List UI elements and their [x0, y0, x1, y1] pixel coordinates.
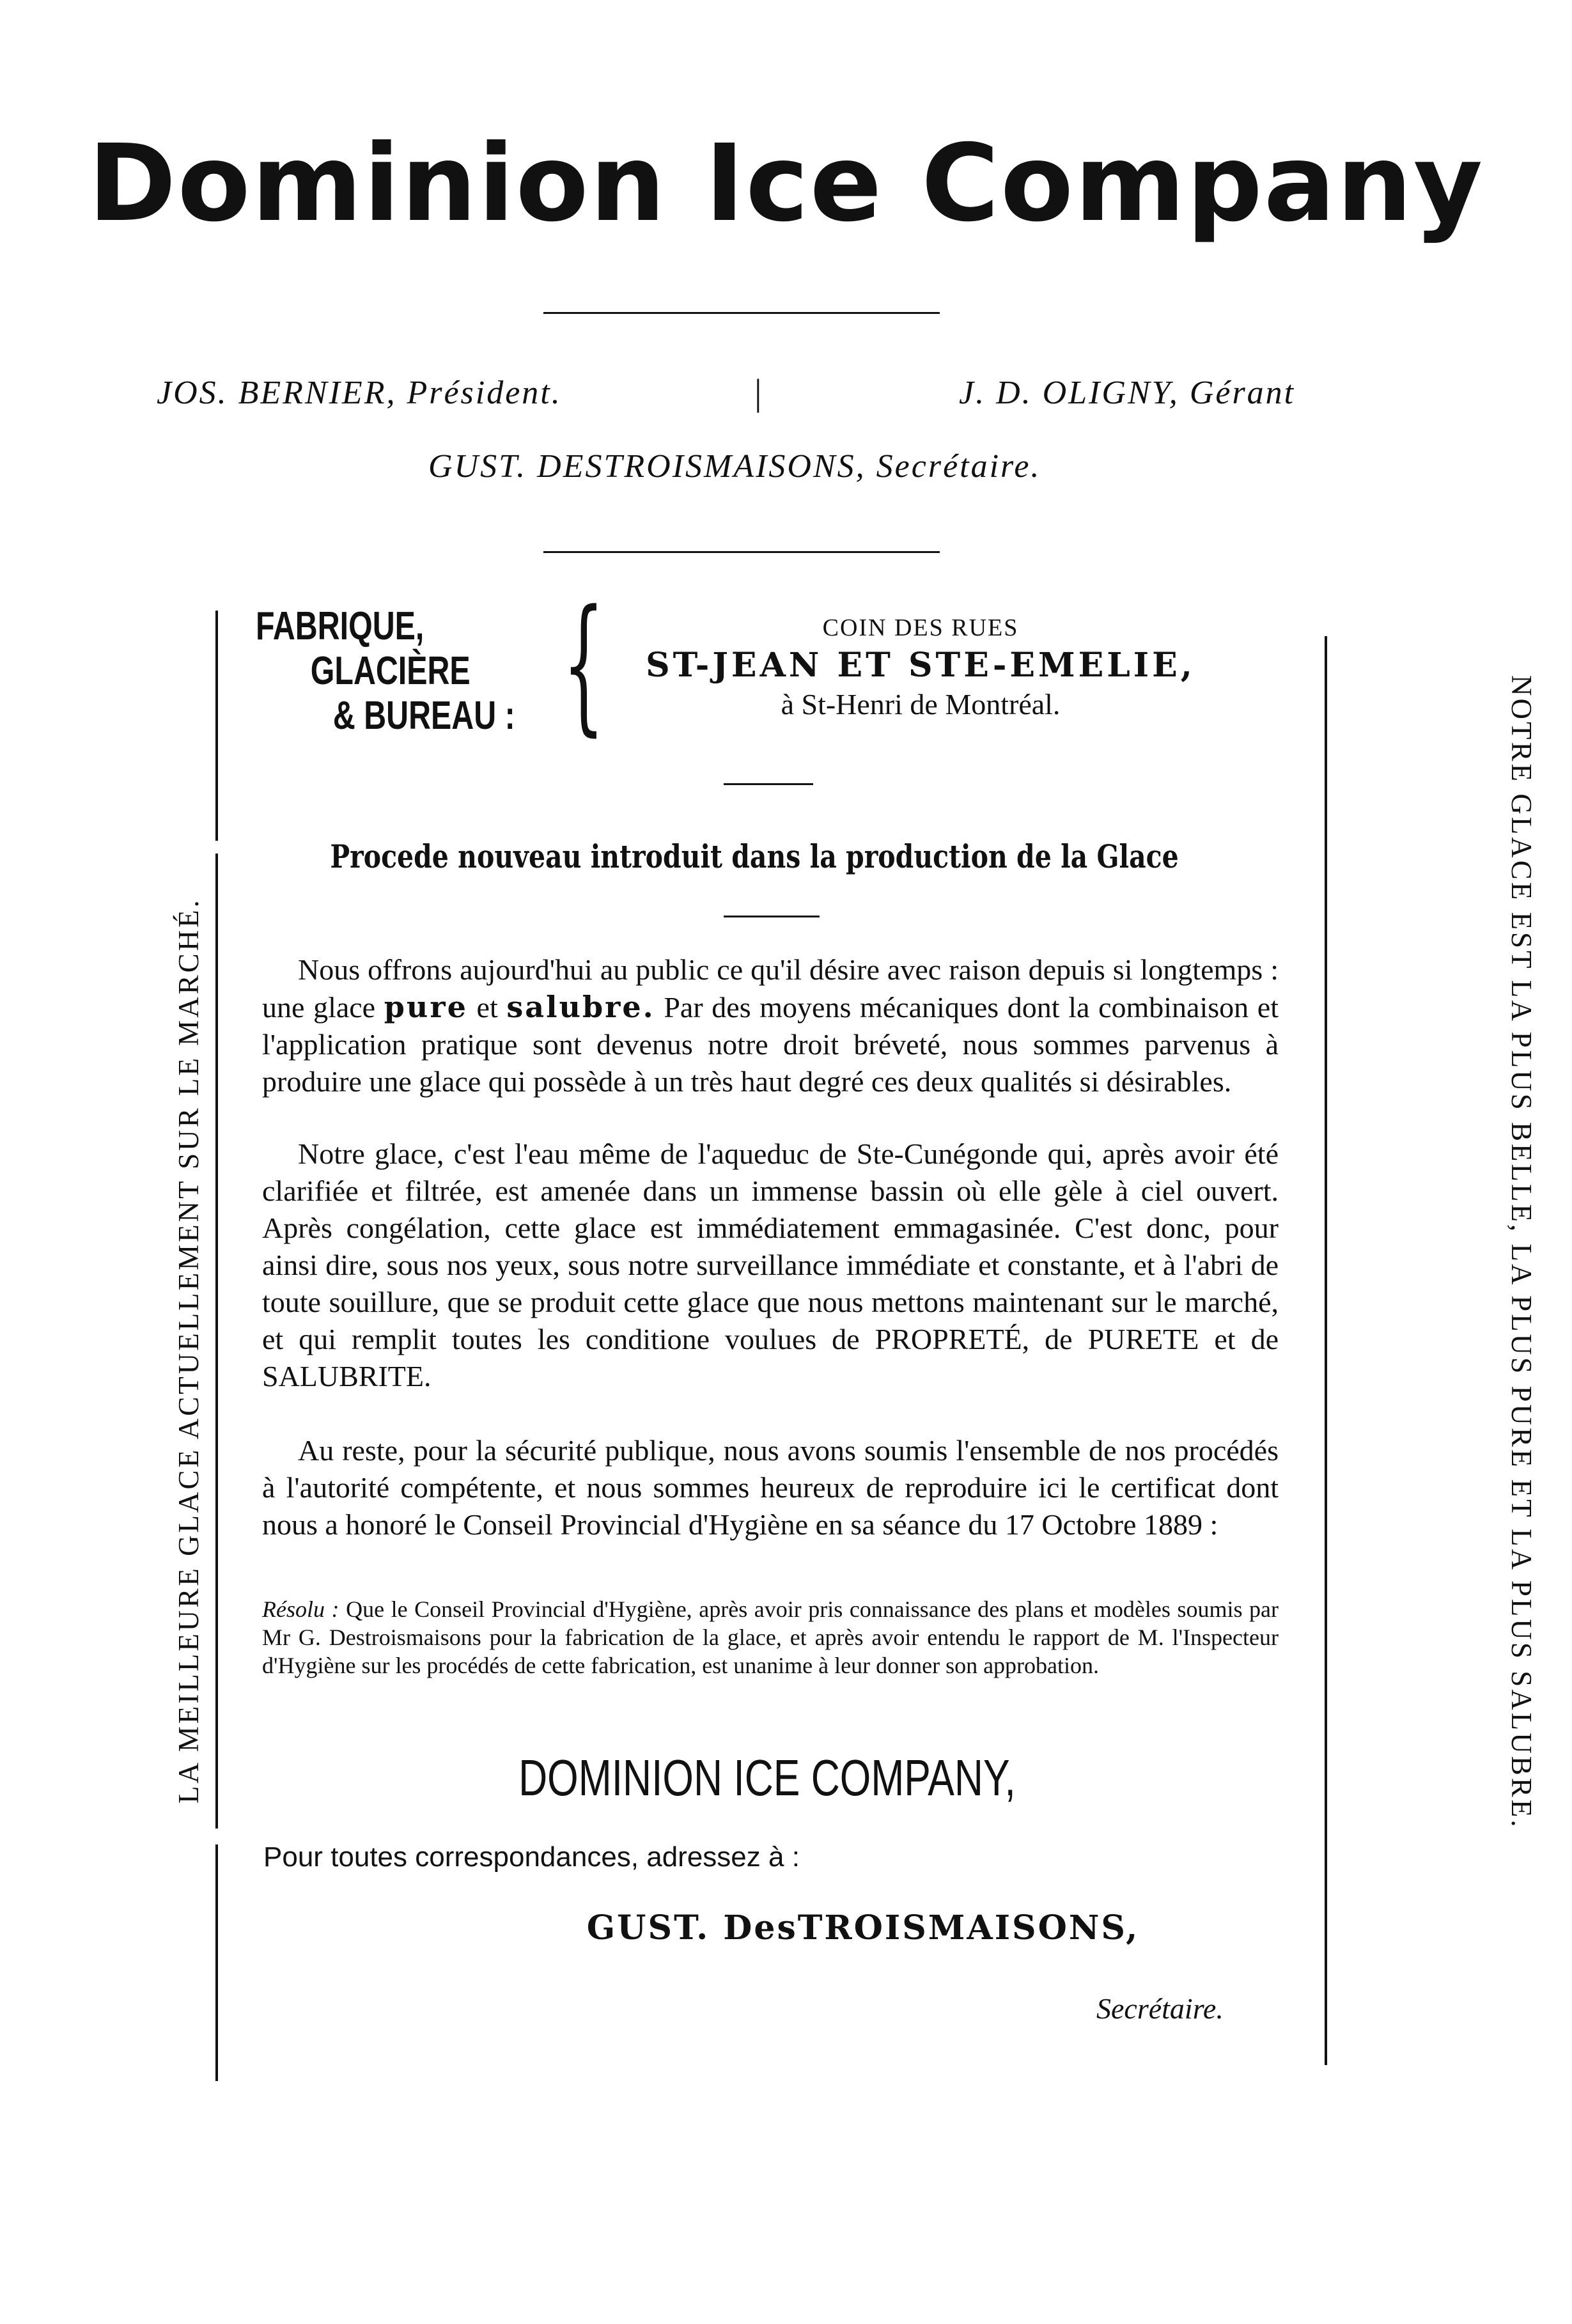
pure-emphasis: pure [384, 990, 468, 1024]
right-side-slogan: NOTRE GLACE EST LA PLUS BELLE, LA PLUS PURE ET LA PLUS SALUBRE. [1506, 675, 1537, 1830]
president-line [157, 374, 562, 412]
signature-name: GUST. DesTROISMAISONS, [586, 1908, 1140, 1947]
officers-divider [543, 551, 940, 553]
short-divider-2 [724, 916, 820, 917]
manager-name: J. D. OLIGNY, [959, 375, 1179, 411]
factory-line-3: & BUREAU : [332, 694, 515, 738]
secretary-name: GUST. DESTROISMAISONS, [428, 448, 866, 485]
president-name: JOS. BERNIER, [157, 375, 397, 411]
manager-line [959, 374, 1295, 412]
left-side-slogan: LA MEILLEURE GLACE ACTUELLEMENT SUR LE MARCHÉ. [173, 898, 205, 1804]
street-names: ST-JEAN ET STE-EMELIE, [646, 646, 1195, 685]
title-divider [543, 312, 940, 314]
factory-line-2: GLACIÈRE [310, 649, 471, 693]
factory-label [256, 604, 515, 738]
short-divider-1 [724, 783, 813, 785]
correspondence-line: Pour toutes correspondances, adressez à : [263, 1841, 800, 1873]
address-brace: { [563, 579, 605, 750]
right-rule [1325, 636, 1327, 2065]
paragraph-1-text-b: Par des moyens mécaniques dont la combinaison et l'application pratique sont devenus notre droit bréveté, nous sommes parvenus à produire une glace qui possède à un très haut degré ces deux qualités si désirables. [262, 991, 1279, 1098]
address-place: à St-Henri de Montréal. [781, 688, 1061, 721]
salubre-emphasis: salubre. [506, 990, 655, 1024]
paragraph-3-text: Au reste, pour la sécurité publique, nous avons soumis l'ensemble de nos procédés à l'autorité compétente, et nous sommes heureux de reproduire ici le certificat dont nous a honoré le Conseil Provincial d'Hygiène en sa séance du 17 Octobre 1889 : [262, 1434, 1279, 1541]
left-rule-mid [215, 854, 218, 1829]
president-title: Président. [407, 375, 562, 411]
paragraph-1-text-a: Nous offrons aujourd'hui au public ce qu'il désire avec raison depuis si longtemps : une glace [262, 953, 1279, 1024]
paragraph-1-et: et [467, 991, 507, 1024]
resolution-text: Que le Conseil Provincial d'Hygiène, après avoir pris connaissance des plans et modèles soumis par Mr G. Destroismaisons pour la fabrication de la glace, et après avoir entendu le rapport de M. l'Inspecteur d'Hygiène sur les procédés de cette fabrication, est unanime à leur donner son approbation. [262, 1596, 1279, 1678]
section-heading: Procede nouveau introduit dans la production de la Glace [330, 838, 1179, 875]
resolution-block [262, 1595, 1279, 1680]
paragraph-2 [262, 1135, 1279, 1395]
left-rule-top [215, 611, 218, 841]
signature-title: Secrétaire. [1096, 1992, 1224, 2025]
factory-line-1: FABRIQUE, [256, 604, 424, 648]
secretary-line [428, 448, 1041, 485]
manager-title: Gérant [1189, 375, 1296, 411]
paragraph-2-text: Notre glace, c'est l'eau même de l'aqueduc de Ste-Cunégonde qui, après avoir été clarifiée et filtrée, est amenée dans un immense bassin où elle gèle à ciel ouvert. Après congélation, cette glace est immédiatement emmagasinée. C'est donc, pour ainsi dire, sous nos yeux, sous notre surveillance immédiate et constante, et à l'abri de toute souillure, que se produit cette glace que nous mettons maintenant sur le marché, et qui remplit toutes les conditione voulues de PROPRETÉ, de PURETE et de SALUBRITE. [262, 1137, 1279, 1392]
company-title: Dominion Ice Company [88, 122, 1484, 246]
officer-separator: | [754, 371, 762, 413]
paragraph-1 [262, 951, 1279, 1100]
left-rule-bottom [215, 1844, 218, 2081]
signature-company: DOMINION ICE COMPANY, [518, 1749, 1016, 1806]
secretary-title: Secrétaire. [876, 448, 1041, 485]
paragraph-3 [262, 1432, 1279, 1543]
resolution-label: Résolu : [262, 1596, 339, 1622]
corner-label: COIN DES RUES [822, 614, 1019, 641]
